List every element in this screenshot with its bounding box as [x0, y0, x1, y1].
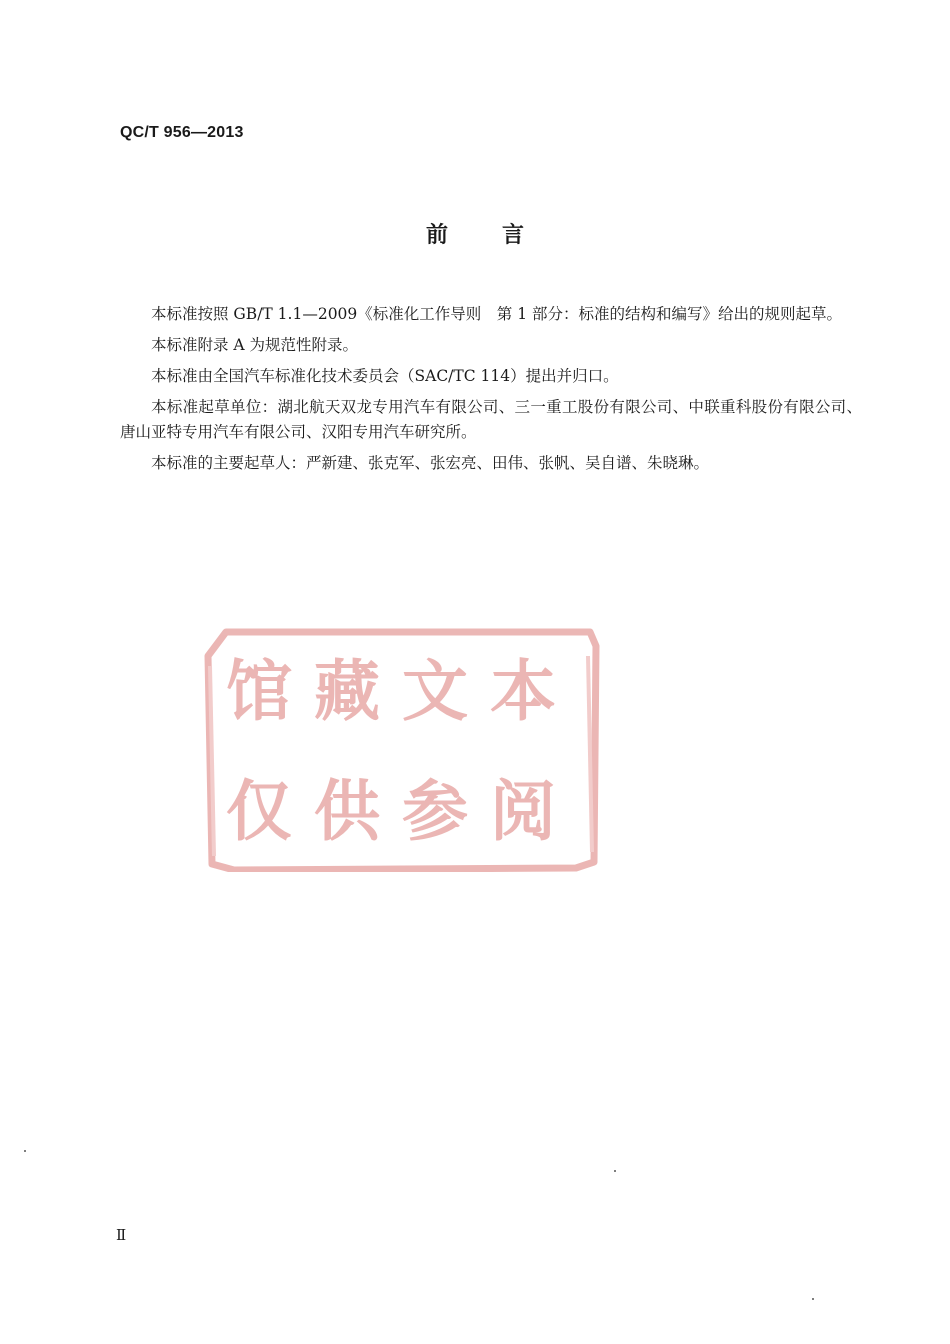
stamp-line-1: 馆藏文本 [226, 653, 578, 730]
scan-speck [614, 1170, 616, 1172]
paragraph-proposer: 本标准由全国汽车标准化技术委员会（SAC/TC 114）提出并归口。 [151, 367, 619, 385]
scan-speck [812, 1298, 814, 1300]
paragraph-drafting-units: 本标准起草单位：湖北航天双龙专用汽车有限公司、三一重工股份有限公司、中联重科股份有限公司、唐山亚特专用汽车有限公司、汉阳专用汽车研究所。 [120, 398, 862, 441]
scan-speck [24, 1150, 26, 1152]
document-code: QC/T 956—2013 [120, 124, 244, 141]
paragraph-appendix: 本标准附录 A 为规范性附录。 [151, 336, 359, 354]
page-title: 前言 [425, 223, 578, 248]
paragraph-drafters: 本标准的主要起草人：严新建、张克军、张宏亮、田伟、张帆、吴自谱、朱晓琳。 [151, 454, 710, 472]
page-number: Ⅱ [116, 1226, 127, 1244]
paragraph-drafting-rules: 本标准按照 GB/T 1.1—2009《标准化工作导则 第 1 部分：标准的结构和编写》给出的规则起草。 [151, 305, 843, 323]
watermark-stamp [204, 626, 600, 872]
foreword-body [120, 302, 862, 482]
stamp-line-2: 仅供参阅 [226, 773, 578, 850]
